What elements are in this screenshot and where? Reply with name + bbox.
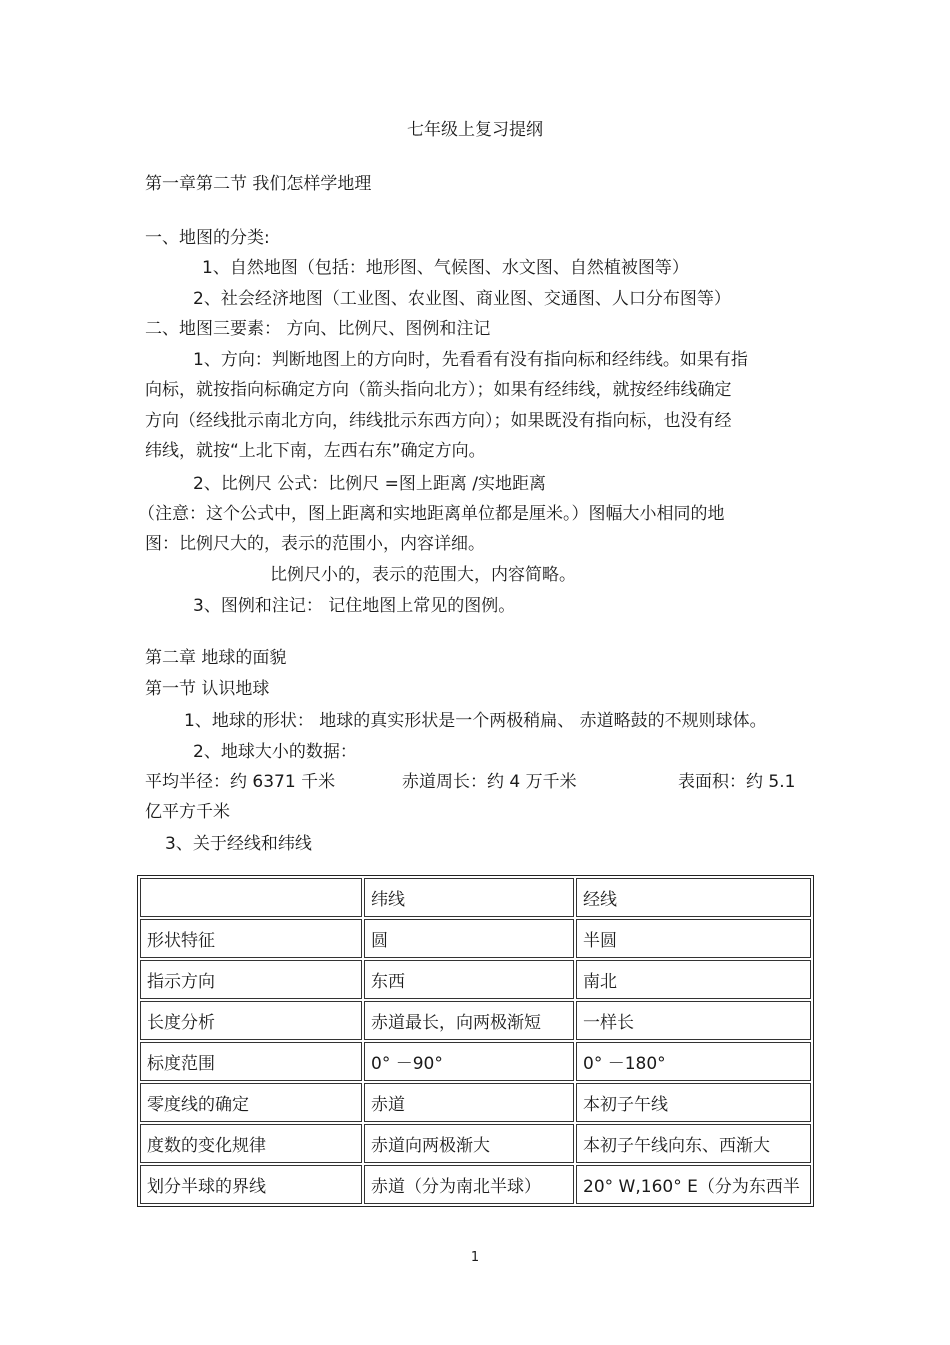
- table-cell: 赤道（分为南北半球）: [364, 1165, 574, 1204]
- table-row: [140, 1165, 811, 1204]
- page-title: 七年级上复习提纲: [407, 120, 543, 140]
- table-cell: 纬线: [364, 878, 574, 917]
- table-header-row: [140, 878, 811, 917]
- table-cell: 划分半球的界线: [140, 1165, 362, 1204]
- table-row: [140, 960, 811, 999]
- table-cell: 标度范围: [140, 1042, 362, 1081]
- table-row: [140, 1001, 811, 1040]
- scale-note: （注意：这个公式中，图上距离和实地距离单位都是厘米。）图幅大小相同的地: [138, 504, 725, 524]
- table-cell: 赤道: [364, 1083, 574, 1122]
- table-cell: 指示方向: [140, 960, 362, 999]
- map-types-heading: 一、地图的分类:: [145, 228, 270, 248]
- table-cell: 0° －180°: [576, 1042, 811, 1081]
- table-cell: 一样长: [576, 1001, 811, 1040]
- table-row: [140, 919, 811, 958]
- earth-size-heading: 2、地球大小的数据：: [193, 742, 357, 762]
- earth-shape: 1、地球的形状： 地球的真实形状是一个两极稍扁、 赤道略鼓的不规则球体。: [184, 711, 767, 731]
- table-cell: 本初子午线: [576, 1083, 811, 1122]
- table-row: [140, 1042, 811, 1081]
- direction-paragraph-line: 方向（经线批示南北方向，纬线批示东西方向）；如果既没有指向标，也没有经: [145, 411, 732, 431]
- table-cell: 20° W,160° E（分为东西半: [576, 1165, 811, 1204]
- table-cell: 长度分析: [140, 1001, 362, 1040]
- map-type-natural: 1、自然地图（包括：地形图、气候图、水文图、自然植被图等）: [202, 258, 689, 278]
- table-cell: 度数的变化规律: [140, 1124, 362, 1163]
- earth-equator: 赤道周长：约 4 万千米: [402, 772, 577, 792]
- table-cell: 赤道向两极渐大: [364, 1124, 574, 1163]
- table-cell: 赤道最长，向两极渐短: [364, 1001, 574, 1040]
- earth-radius: 平均半径：约 6371 千米: [145, 772, 336, 792]
- direction-paragraph-line: 1、方向：判断地图上的方向时，先看看有没有指向标和经纬线。如果有指: [193, 350, 748, 370]
- direction-paragraph-line: 纬线，就按“上北下南，左西右东”确定方向。: [145, 441, 486, 461]
- lines-heading: 3、关于经线和纬线: [165, 834, 312, 854]
- section-heading: 第一章第二节 我们怎样学地理: [145, 174, 372, 194]
- page-number: 1: [470, 1250, 480, 1265]
- table-cell: 圆: [364, 919, 574, 958]
- table-cell: 零度线的确定: [140, 1083, 362, 1122]
- earth-area-continued: 亿平方千米: [145, 802, 230, 822]
- table-cell: 半圆: [576, 919, 811, 958]
- table-cell: 经线: [576, 878, 811, 917]
- scale-note: 比例尺小的，表示的范围大，内容简略。: [270, 565, 576, 585]
- table-cell: [140, 878, 362, 917]
- table-cell: 东西: [364, 960, 574, 999]
- legend-note: 3、图例和注记： 记住地图上常见的图例。: [193, 596, 516, 616]
- section-heading: 第一节 认识地球: [145, 679, 270, 699]
- map-type-social: 2、社会经济地图（工业图、农业图、商业图、交通图、人口分布图等）: [193, 289, 731, 309]
- scale-note: 图：比例尺大的，表示的范围小，内容详细。: [145, 534, 485, 554]
- table-cell: 南北: [576, 960, 811, 999]
- table-cell: 形状特征: [140, 919, 362, 958]
- table-row: [140, 1083, 811, 1122]
- earth-area: 表面积：约 5.1: [678, 772, 796, 792]
- latitude-longitude-table: [137, 875, 814, 1207]
- chapter-heading: 第二章 地球的面貌: [145, 648, 287, 668]
- scale-formula: 2、比例尺 公式：比例尺 =图上距离 /实地距离: [193, 474, 546, 494]
- table-cell: 本初子午线向东、西渐大: [576, 1124, 811, 1163]
- table-row: [140, 1124, 811, 1163]
- table-cell: 0° －90°: [364, 1042, 574, 1081]
- map-elements-heading: 二、地图三要素： 方向、比例尺、图例和注记: [145, 319, 491, 339]
- direction-paragraph-line: 向标，就按指向标确定方向（箭头指向北方）；如果有经纬线，就按经纬线确定: [145, 380, 732, 400]
